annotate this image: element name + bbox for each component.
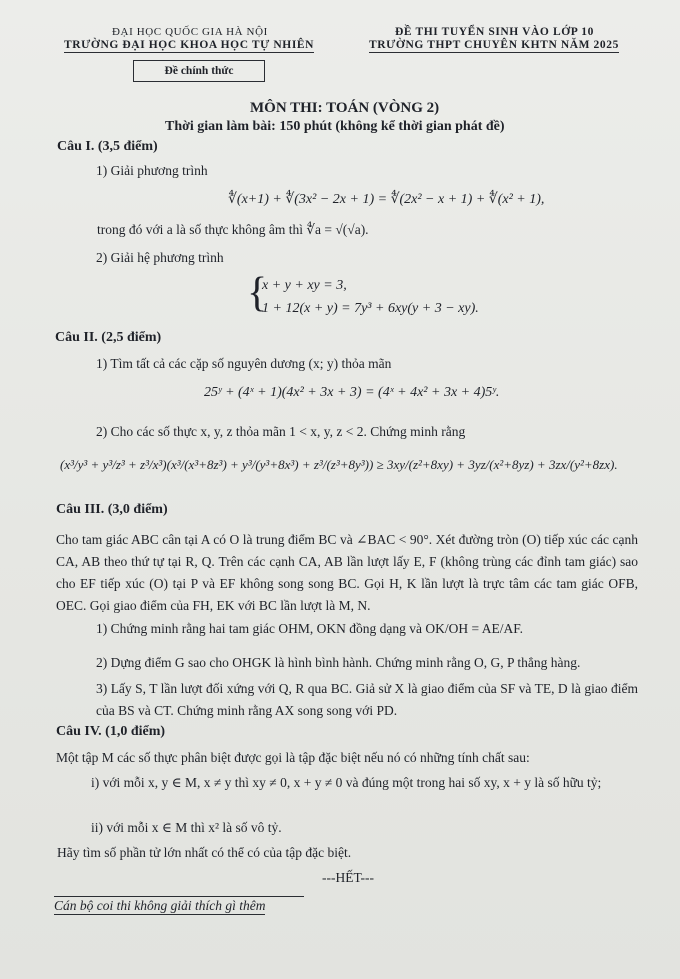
school-name [369, 39, 619, 51]
q4-condition2: ii) với mỗi x ∈ M thì x² là số vô tỷ. [91, 820, 282, 835]
q1-heading: Câu I. (3,5 điểm) [57, 139, 158, 154]
q3-part1: 1) Chứng minh rằng hai tam giác OHM, OKN đồng dạng và OK/OH = AE/AF. [96, 621, 524, 636]
q2-inequality: (x³/y³ + y³/z³ + z³/x³)(x³/(x³+8z³) + y³/(y³+8x³) + z³/(z³+8y³)) ≥ 3xy/(z²+8xy) + 3yz/(x²+8yz) + 3zx/(y²+8zx). [60, 457, 618, 472]
q3-part3: 3) Lấy S, T lần lượt đối xứng với Q, R qua BC. Giả sử X là giao điểm của SF và TE, D là giao điểm của BS và CT. Chứng minh rằng AX song song với PD. [96, 681, 638, 718]
q1-part1: 1) Giải phương trình [96, 163, 208, 178]
q4-intro: Một tập M các số thực phân biệt được gọi là tập đặc biệt nếu nó có những tính chất sau: [56, 750, 530, 765]
q1-note: trong đó với a là số thực không âm thì ∜a = √(√a). [97, 222, 369, 237]
exam-duration: Thời gian làm bài: 150 phút (không kể thời gian phát đề) [165, 119, 505, 134]
q1-equation: ∜(x+1) + ∜(3x² − 2x + 1) = ∜(2x² − x + 1) + ∜(x² + 1), [228, 192, 545, 207]
exam-subject: MÔN THI: TOÁN (VÒNG 2) [250, 100, 440, 116]
q2-heading: Câu II. (2,5 điểm) [55, 330, 162, 345]
school-name-text: TRƯỜNG THPT CHUYÊN KHTN NĂM 2025 [369, 39, 619, 51]
end-marker: ---HẾT--- [322, 870, 374, 885]
q3-intro: Cho tam giác ABC cân tại A có O là trung điểm BC và ∠BAC < 90°. Xét đường tròn (O) tiếp xúc các cạnh CA, AB theo thứ tự tại R, Q. Trên các cạnh CA, AB lần lượt lấy E, F (không trùng các đỉnh tam giác) sao cho EF tiếp xúc (O) tại P và EF không song song BC. Gọi H, K lần lượt là trực tâm các tam giác OFB, OEC. Gọi giao điểm của FH, EK với BC lần lượt là M, N. [56, 532, 638, 613]
university-name: ĐẠI HỌC QUỐC GIA HÀ NỘI [112, 26, 268, 38]
system-brace-icon: { [247, 270, 268, 316]
q4-heading: Câu IV. (1,0 điểm) [56, 724, 166, 739]
faculty-name-text: TRƯỜNG ĐẠI HỌC KHOA HỌC TỰ NHIÊN [64, 39, 315, 51]
exam-type: ĐỀ THI TUYỂN SINH VÀO LỚP 10 [395, 26, 594, 38]
footer-divider [54, 896, 304, 897]
q1-system-line2: 1 + 12(x + y) = 7y³ + 6xy(y + 3 − xy). [262, 301, 479, 316]
footer-note-text: Cán bộ coi thi không giải thích gì thêm [54, 898, 266, 913]
q3-part2: 2) Dựng điểm G sao cho OHGK là hình bình hành. Chứng minh rằng O, G, P thẳng hàng. [96, 655, 581, 670]
official-label: Đề chính thức [133, 60, 265, 82]
q2-part1: 1) Tìm tất cả các cặp số nguyên dương (x; y) thỏa mãn [96, 356, 392, 371]
footer-note [54, 898, 265, 914]
q4-condition1: i) với mỗi x, y ∈ M, x ≠ y thì xy ≠ 0, x + y ≠ 0 và đúng một trong hai số xy, x + y là số hữu tỷ; [91, 775, 602, 790]
q3-heading: Câu III. (3,0 điểm) [56, 502, 168, 517]
q1-part2: 2) Giải hệ phương trình [96, 250, 224, 265]
q1-system-line1: x + y + xy = 3, [262, 278, 347, 293]
faculty-name [64, 39, 314, 51]
q2-part2: 2) Cho các số thực x, y, z thỏa mãn 1 < x, y, z < 2. Chứng minh rằng [96, 424, 466, 439]
q4-question: Hãy tìm số phần tử lớn nhất có thể có của tập đặc biệt. [57, 845, 352, 860]
q2-equation: 25ʸ + (4ˣ + 1)(4x² + 3x + 3) = (4ˣ + 4x² + 3x + 4)5ʸ. [204, 385, 500, 400]
